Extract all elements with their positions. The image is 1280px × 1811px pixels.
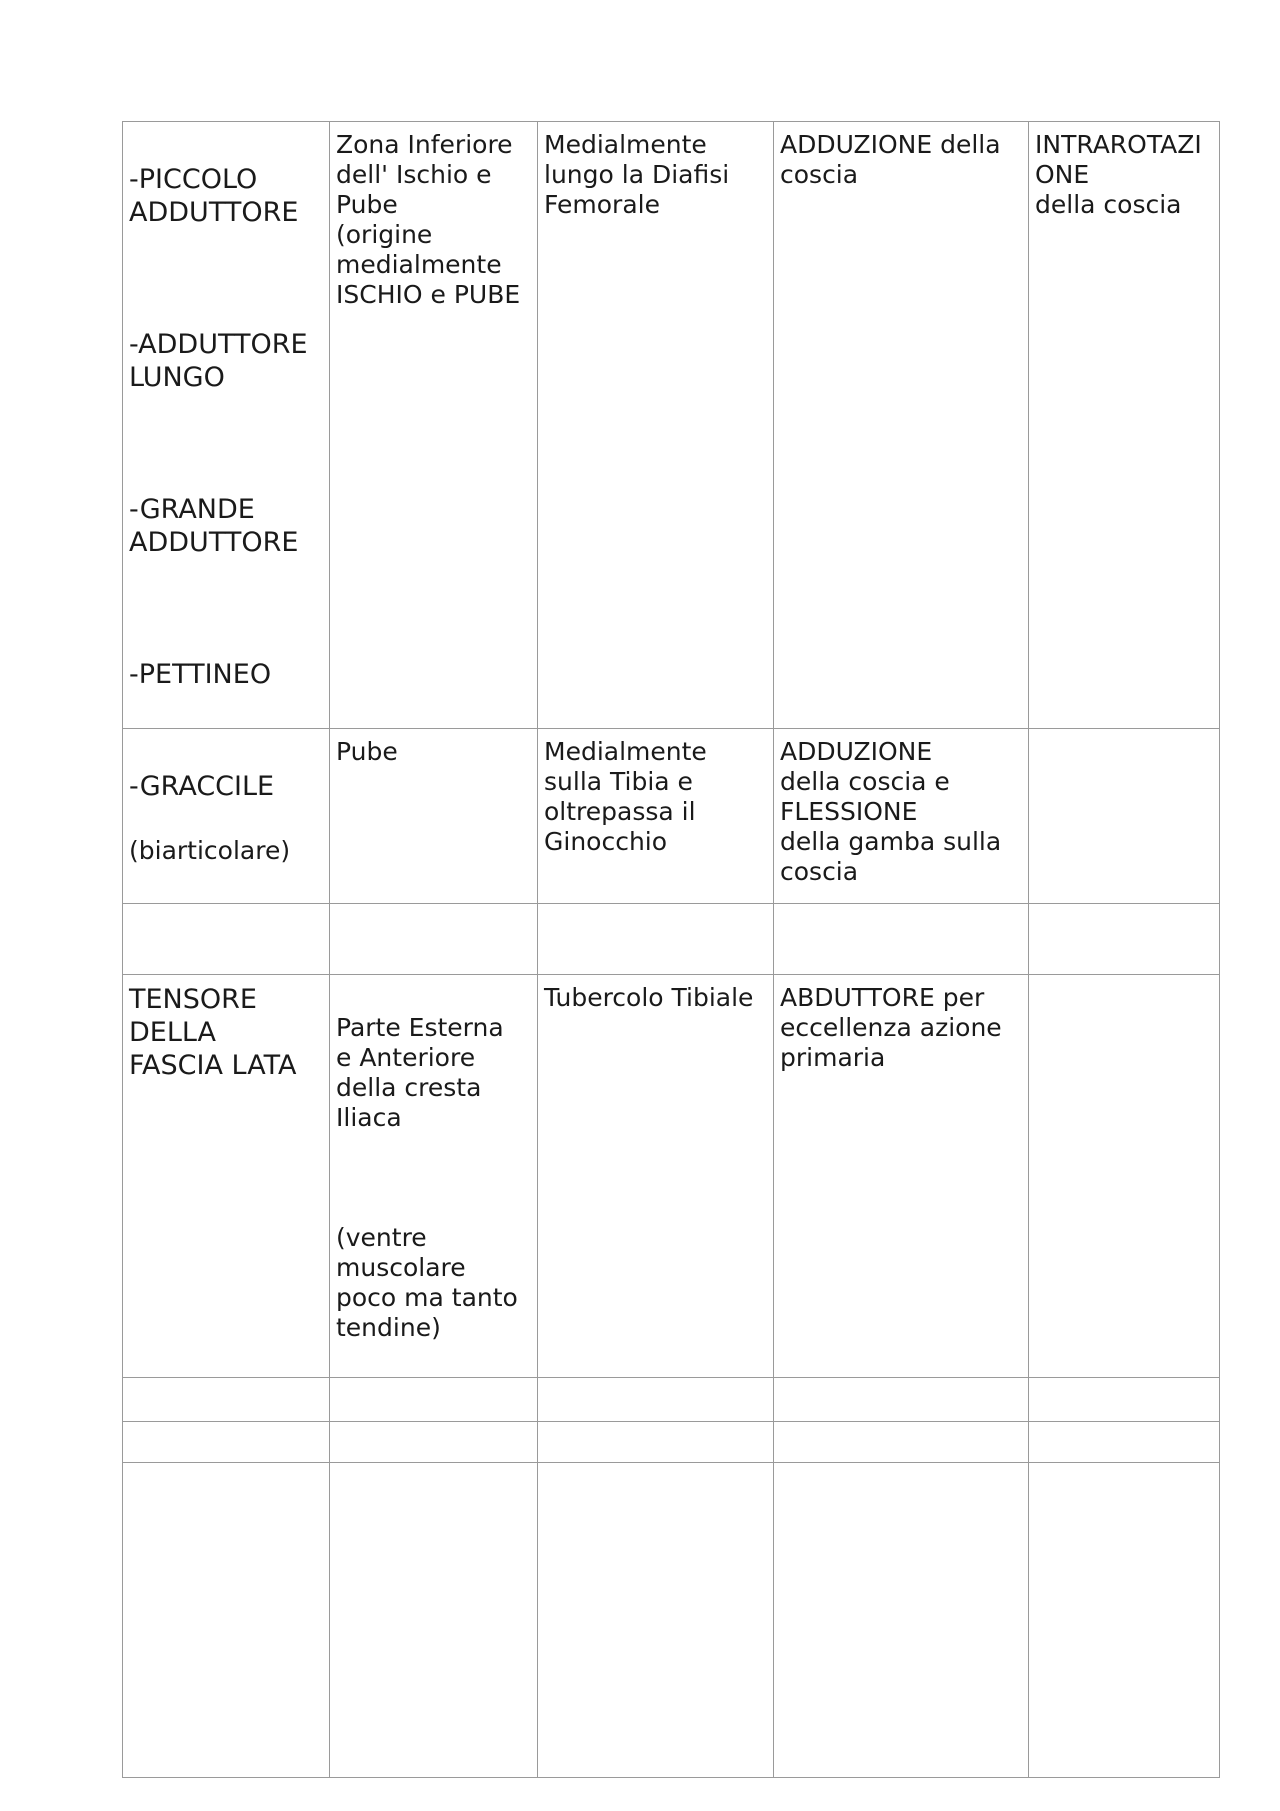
table-row: [123, 1378, 1220, 1422]
empty-cell: [330, 1463, 538, 1778]
empty-cell: [1029, 1422, 1220, 1463]
empty-cell: [774, 1422, 1029, 1463]
secondary-action-cell: [1029, 729, 1220, 904]
empty-cell: [774, 1378, 1029, 1422]
muscle-cell: TENSORE DELLA FASCIA LATA: [123, 975, 330, 1378]
insertion-cell: Medialmente lungo la Diafisi Femorale: [538, 122, 774, 729]
empty-cell: [538, 1378, 774, 1422]
action-cell: ADDUZIONE della coscia e FLESSIONE della gamba sulla coscia: [774, 729, 1029, 904]
empty-cell: [1029, 1378, 1220, 1422]
action-cell: ABDUTTORE per eccellenza azione primaria: [774, 975, 1029, 1378]
empty-cell: [1029, 1463, 1220, 1778]
empty-cell: [123, 1463, 330, 1778]
empty-cell: [538, 1463, 774, 1778]
origin-text: Parte Esterna e Anteriore della cresta Iliaca: [336, 1013, 504, 1132]
insertion-cell: Medialmente sulla Tibia e oltrepassa il Ginocchio: [538, 729, 774, 904]
insertion-cell: Tubercolo Tibiale: [538, 975, 774, 1378]
empty-cell: [123, 904, 330, 975]
action-cell: ADDUZIONE della coscia: [774, 122, 1029, 729]
muscle-table: [122, 121, 1220, 1778]
secondary-action-cell: INTRAROTAZI ONE della coscia: [1029, 122, 1220, 729]
empty-cell: [538, 1422, 774, 1463]
empty-cell: [330, 904, 538, 975]
empty-cell: [123, 1422, 330, 1463]
empty-cell: [1029, 904, 1220, 975]
empty-cell: [330, 1422, 538, 1463]
table-row: [123, 122, 1220, 729]
empty-cell: [123, 1378, 330, 1422]
origin-cell: Pube: [330, 729, 538, 904]
table-row: [123, 729, 1220, 904]
muscle-name: -PETTINEO: [129, 659, 272, 690]
table-row: [123, 904, 1220, 975]
table-row: [123, 1422, 1220, 1463]
empty-cell: [774, 904, 1029, 975]
muscle-note: (biarticolare): [129, 836, 291, 865]
table-row: [123, 975, 1220, 1378]
muscle-cell: [123, 729, 330, 904]
secondary-action-cell: [1029, 975, 1220, 1378]
origin-cell: Zona Inferiore dell' Ischio e Pube (origine medialmente ISCHIO e PUBE: [330, 122, 538, 729]
muscle-name: -GRACCILE: [129, 771, 275, 802]
empty-cell: [774, 1463, 1029, 1778]
empty-cell: [538, 904, 774, 975]
origin-cell: [330, 975, 538, 1378]
empty-cell: [330, 1378, 538, 1422]
muscle-name: -ADDUTTORE LUNGO: [129, 329, 308, 393]
muscle-name: -GRANDE ADDUTTORE: [129, 494, 299, 558]
origin-note: (ventre muscolare poco ma tanto tendine): [336, 1223, 518, 1342]
muscle-name: -PICCOLO ADDUTTORE: [129, 164, 299, 228]
muscle-cell: [123, 122, 330, 729]
table-row: [123, 1463, 1220, 1778]
